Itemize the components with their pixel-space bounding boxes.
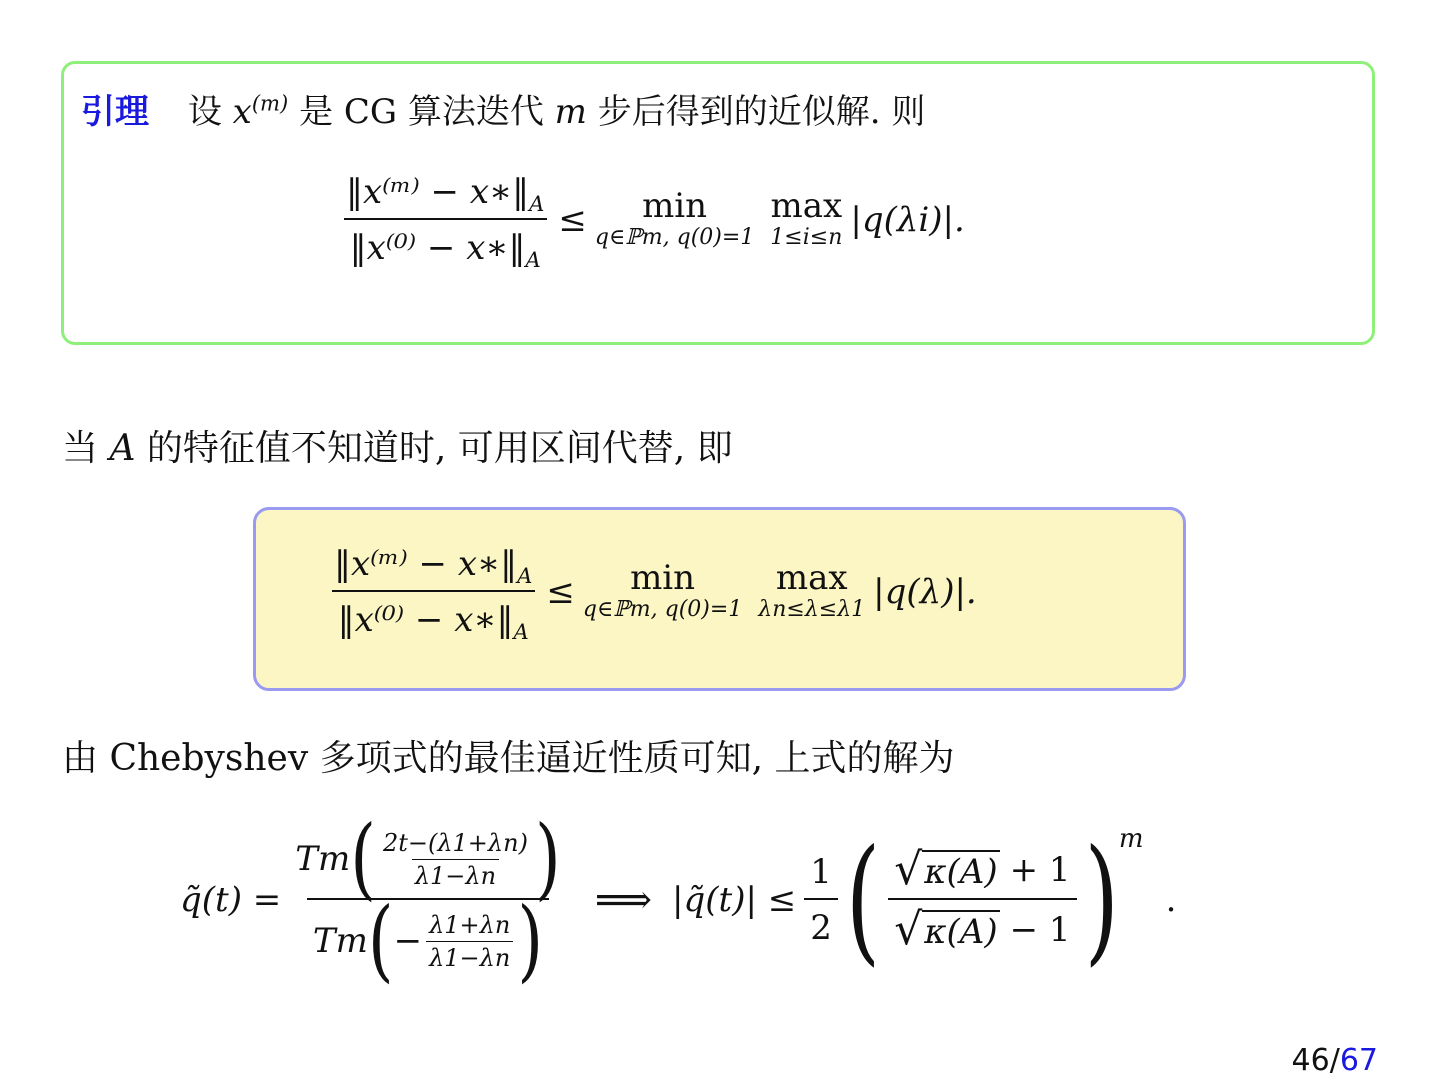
abs-q-lambda: |q(λ)|. xyxy=(873,572,977,612)
lemma-var-m: m xyxy=(554,92,587,132)
kappa-fraction xyxy=(888,844,1076,955)
plus-one: + 1 xyxy=(1009,850,1071,890)
inner-den: λ1−λn xyxy=(426,941,513,972)
abs-q-lambda-i: |q(λi)|. xyxy=(850,200,965,240)
interval-inequality xyxy=(320,544,977,644)
chebyshev-fraction xyxy=(289,806,566,993)
T-m-denominator: Tm xyxy=(312,921,368,961)
min-limits: q∈ℙm, q(0)=1 xyxy=(582,596,743,622)
max-limits: λn≤λ≤λ1 xyxy=(758,596,866,622)
implies-arrow: ⟹ xyxy=(594,877,653,923)
half-num: 1 xyxy=(810,852,832,892)
norm-sub-A: A xyxy=(513,618,529,644)
inner-den: λ1−λn xyxy=(412,859,499,890)
period: . xyxy=(1165,880,1177,920)
inner-fraction xyxy=(380,829,531,890)
half-den: 2 xyxy=(804,898,838,948)
max-limits: 1≤i≤n xyxy=(770,224,843,250)
kappa-A: κ(A) xyxy=(924,852,998,892)
norm-sub-A: A xyxy=(517,562,533,588)
lemma-text-mid: 是 CG 算法迭代 xyxy=(299,92,544,132)
max-label: max xyxy=(775,557,848,598)
lemma-box xyxy=(61,61,1375,345)
lemma-inequality xyxy=(332,172,965,272)
half-fraction xyxy=(804,852,838,948)
inner-num: 2t−(λ1+λn) xyxy=(382,828,528,857)
max-label: max xyxy=(770,185,843,226)
ratio-denominator: ‖x⁽⁰⁾ − x∗‖ xyxy=(349,228,526,268)
sentence1-pre: 当 xyxy=(62,428,99,469)
leq-symbol: ≤ xyxy=(558,200,587,240)
lemma-var-sup: (m) xyxy=(251,90,289,116)
ratio-numerator: ‖x⁽ᵐ⁾ − x∗‖ xyxy=(346,172,530,212)
error-ratio-fraction xyxy=(328,544,538,644)
inner-num: λ1+λn xyxy=(429,910,511,939)
big-right-paren: ) xyxy=(1084,819,1119,980)
minus-one: − 1 xyxy=(1009,910,1071,950)
sentence2-text: 由 Chebyshev 多项式的最佳逼近性质可知, 上式的解为 xyxy=(62,738,955,779)
lemma-statement xyxy=(81,84,925,133)
q-tilde-def: q̃(t) = xyxy=(180,880,282,920)
sqrt-kappa: √ κ(A) xyxy=(894,844,998,895)
error-ratio-fraction xyxy=(340,172,550,272)
max-operator xyxy=(758,557,866,623)
left-paren: ( xyxy=(350,806,376,911)
page-number xyxy=(1292,1043,1378,1078)
result-box xyxy=(253,507,1186,691)
ratio-denominator: ‖x⁽⁰⁾ − x∗‖ xyxy=(337,600,514,640)
chebyshev-sentence xyxy=(62,730,955,781)
interval-sentence xyxy=(62,420,733,471)
big-left-paren: ( xyxy=(845,819,881,980)
min-limits: q∈ℙm, q(0)=1 xyxy=(594,224,755,250)
min-operator xyxy=(582,557,743,623)
sentence1-post: 的特征值不知道时, 可用区间代替, 即 xyxy=(146,428,733,469)
kappa-A: κ(A) xyxy=(924,912,998,952)
minus-sign: − xyxy=(393,921,423,961)
norm-sub-A: A xyxy=(525,246,541,272)
min-operator xyxy=(594,185,755,251)
sqrt-kappa: √ κ(A) xyxy=(894,904,998,955)
page-total[interactable]: 67 xyxy=(1339,1043,1378,1078)
ratio-numerator: ‖x⁽ᵐ⁾ − x∗‖ xyxy=(334,544,518,584)
page-separator: / xyxy=(1329,1043,1340,1078)
min-label: min xyxy=(642,185,708,226)
exponent-m: m xyxy=(1118,824,1144,854)
sentence1-matrix-A: A xyxy=(109,428,136,469)
page-current: 46 xyxy=(1291,1043,1330,1078)
lemma-text-post: 步后得到的近似解. 则 xyxy=(597,92,926,132)
lemma-var-x: x xyxy=(232,92,252,132)
max-operator xyxy=(770,185,843,251)
lemma-text-pre: 设 xyxy=(187,92,222,132)
inner-fraction xyxy=(426,911,513,972)
leq-symbol: ≤ xyxy=(546,572,575,612)
norm-sub-A: A xyxy=(529,190,545,216)
right-paren: ) xyxy=(534,806,561,911)
T-m-numerator: Tm xyxy=(295,839,351,879)
right-paren: ) xyxy=(517,888,544,993)
abs-q-tilde: |q̃(t)| ≤ xyxy=(672,880,797,920)
chebyshev-formula xyxy=(180,806,1177,993)
lemma-label: 引理 xyxy=(81,92,149,132)
left-paren: ( xyxy=(367,888,394,993)
min-label: min xyxy=(630,557,696,598)
